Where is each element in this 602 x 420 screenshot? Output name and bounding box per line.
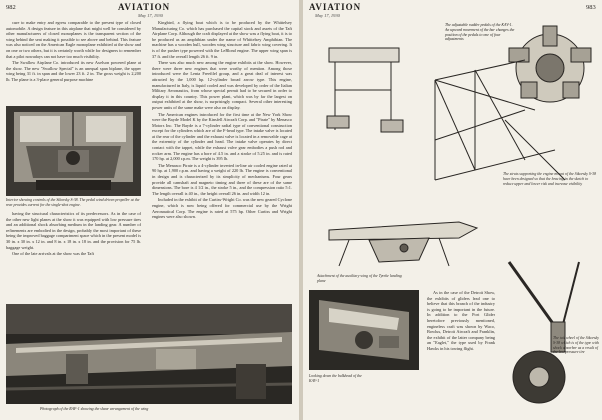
paragraph: One of the late arrivals at the show was the Taft (12, 251, 94, 257)
auxiliary-wing-caption: Attachment of the auxiliary wing of the Tyreke landing plane (317, 274, 402, 283)
right-masthead: AVIATION (309, 2, 362, 12)
cabin-interior-photo (6, 106, 141, 196)
left-running-date: May 17, 1930 (138, 13, 163, 18)
paragraph: Kingbird, a flying boat which is to be produced by the Whittelsey Manufacturing Co. which has purchased the capital stock and assets of the Taft Airplane Corp. Although the craft displayed at the show was a flying boat, it is to be produced as an amphibian under the name of Whittelsey Amphibian. The machine has a wooden hull, wooden wing structure and fabric wing covering. It is of the pusher type powered with the LeBlond engine. The upper wing span is 37 ft. and the overall length 26 ft. 9 in. (152, 20, 292, 59)
wing-structure-caption: Photograph of the RAF-1 showing the shear arrangement of the wing (40, 407, 149, 411)
paragraph: cure to make entry and egress comparable to the present type of closed automobile. A design feature in this airplane that might well be considered by other manufacturers of closed monoplanes is the transparent section of the wing behind the seat making it possible to see above and behind. This feature was also noticed on the American Eagle monoplane exhibited at the show and on one or two others, but it is certainly worth while for designers to remember that a pilot nowadays can not have too much visibility. (6, 20, 141, 59)
tail-wheel-drawing (499, 252, 599, 412)
cockpit-bulkhead-photo (309, 290, 419, 370)
left-col1-top-text (6, 20, 141, 104)
rudder-pedal-caption: The adjustable rudder pedals of the KAV-1. An upward movement of the bar changes the position of the pedals to one of four adjustments (443, 22, 519, 43)
right-page (303, 0, 602, 420)
right-page-number: 983 (586, 4, 596, 11)
right-running-date: May 17, 1930 (315, 13, 340, 18)
wing-structure-photo (6, 304, 292, 404)
engine-mount-caption: The struts supporting the engine mount of the Sikorsky S-38 have been designed so that the bracing in the sketch to reduce upper and lower risk and increase visibility (503, 172, 597, 186)
engine-mount-drawing (325, 20, 597, 195)
left-masthead: AVIATION (118, 2, 171, 12)
left-col1-mid-text (6, 211, 141, 301)
auxiliary-wing-drawing (309, 200, 489, 272)
paragraph: There was also much new among the engine exhibits at the show. However, there were three new engines that were worthy of mention. Among those introduced were the Lenta Freefilel group, and a great deal of interest was attracted by the 1,000 hp. 12-cylinder broad arrow type. This engine, manufactured in Italy, is liquid cooled and was developed by order of the Italian Military Aeronautics, from whose special permit had to be secured in order to display it in this country. This power plant, which was by far the largest on output exhibited at the show, is surprisingly compact. Several other interesting power units of the same make were also on display. (152, 60, 292, 110)
right-body-text (427, 290, 495, 416)
left-page-number: 982 (6, 4, 16, 11)
cockpit-bulkhead-caption: Looking down the bulkhead of the KAV-1 (309, 374, 362, 383)
paragraph: As in the case of the Detroit Show, the exhibits of gliders lead one to believe that this branch of the industry is going to be important in the future. In addition to the Port Glider heretofore previously mentioned, engineless craft was shown by Waco, Bowlus, Detroit Aircraft and Franklin, the exhibit of the latter company being an "Eaglet," the type used by Frank Hawks in his towing flight. (427, 290, 495, 351)
cabin-interior-caption: Interior showing controls of the Sikorsky S-38. The pedal wind driven propeller at the rear provides current for the single-shot engine. (6, 198, 140, 207)
paragraph: Included in the exhibit of the Curtiss-Wright Co. was the new geared Cyclone engine, which is now being offered for commercial use by the Wright Aeronautical Corp. The engine is rated at 575 hp. Other Curtiss and Wright engines were also shown. (152, 197, 292, 220)
paragraph: The Swallow Airplane Co. introduced its new Axelson powered plane at the show. The new "Swallow Special" is an unequal span biplane, the upper wing being 31 ft. in span and the lower 23 ft. 2 in. The gross weight is 2,200 lb. The plane is a 3-place general purpose machine (6, 60, 141, 82)
paragraph: having the structural characteristics of its predecessors. As in the case of the other new light planes at the show it was equipped with low pressure tires and an additional shock absorbing medium in the landing gear. A number of refinements are embodied in the design, probably the most important of these being the improved baggage compartment space which in the present model is 30 in. x 30 in. x 12 in. and 8 in. x 18 in. x 18 in. and the provision for 75 lb. baggage weight. (6, 211, 141, 250)
tail-wheel-caption: The tail wheel of the Sikorsky S-38 which is of the type with shock absorber as a result of the low pressure tire (553, 336, 599, 355)
left-col2-text (152, 20, 292, 302)
paragraph: The Menasco Pirate is a 4-cylinder inverted in-line air cooled engine rated at 90 hp. at 1,900 r.p.m. and having a weight of 220 lb. The engine is conventional in design and is characterized by its simplicity of mechanisms. Four gears provide all camshaft and magneto timing and three of these are of the same dimensions. The bore is 4 1/2 in., the stroke 5 in., and the compression ratio 5:1. The length overall is 40 in., the height overall 26 in. and width 12 in. (152, 162, 292, 196)
paragraph: The American engines introduced for the first time at the New York Show were the Bayde Model K by the Kinsfell Aircraft Corp. and "Pirate" by Menasco Motors Inc. The Bayde is a 7-cylinder radial type of conventional construction except for the cylinders which are of the F-head type. The intake valve is located at the rear of the cylinder and the exhaust valve is located in a removable cage at the extremity of the cylinder and head. The intake valve operates by direct contact with the tappet, while the exhaust valve gear embodies a push rod and rocker arm. The engine has a bore of 4.5 in. and a stroke of 5.25 in. and is rated 170 hp. at 2,000 r.p.m. The weight is 395 lb. (152, 111, 292, 162)
left-page (0, 0, 299, 420)
